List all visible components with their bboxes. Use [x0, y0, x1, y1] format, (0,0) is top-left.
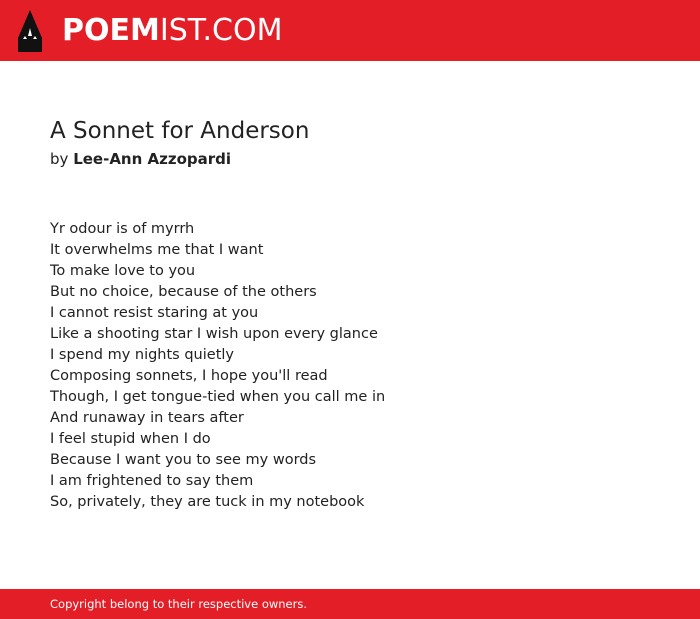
poem-body	[50, 219, 385, 513]
logo-light-text: IST.COM	[159, 13, 283, 48]
poem-line: Because I want you to see my words	[50, 452, 317, 468]
by-label: by	[50, 150, 69, 168]
logo-bold-text: POEM	[62, 13, 160, 48]
site-logo[interactable]	[62, 13, 282, 49]
site-header	[0, 0, 700, 61]
poem-line: Yr odour is of myrrh	[50, 221, 195, 237]
poem-line: To make love to you	[50, 263, 196, 279]
site-footer	[0, 589, 700, 619]
copyright-text: Copyright belong to their respective owners.	[50, 597, 308, 611]
poem-line: I spend my nights quietly	[50, 347, 234, 363]
author-name: Lee-Ann Azzopardi	[73, 150, 232, 168]
byline	[50, 149, 231, 169]
poem-line: Composing sonnets, I hope you'll read	[50, 368, 328, 384]
poem-title: A Sonnet for Anderson	[50, 118, 310, 144]
poem-line: But no choice, because of the others	[50, 284, 317, 300]
poem-line: So, privately, they are tuck in my notebook	[50, 494, 365, 510]
poem-line: Though, I get tongue-tied when you call me in	[50, 389, 386, 405]
pencil-icon[interactable]	[18, 10, 42, 52]
poem-line: I feel stupid when I do	[50, 431, 211, 447]
poem-line: It overwhelms me that I want	[50, 242, 264, 258]
poem-line: I cannot resist staring at you	[50, 305, 259, 321]
poem-line: And runaway in tears after	[50, 410, 244, 426]
poem-line: I am frightened to say them	[50, 473, 254, 489]
poem-line: Like a shooting star I wish upon every glance	[50, 326, 378, 342]
